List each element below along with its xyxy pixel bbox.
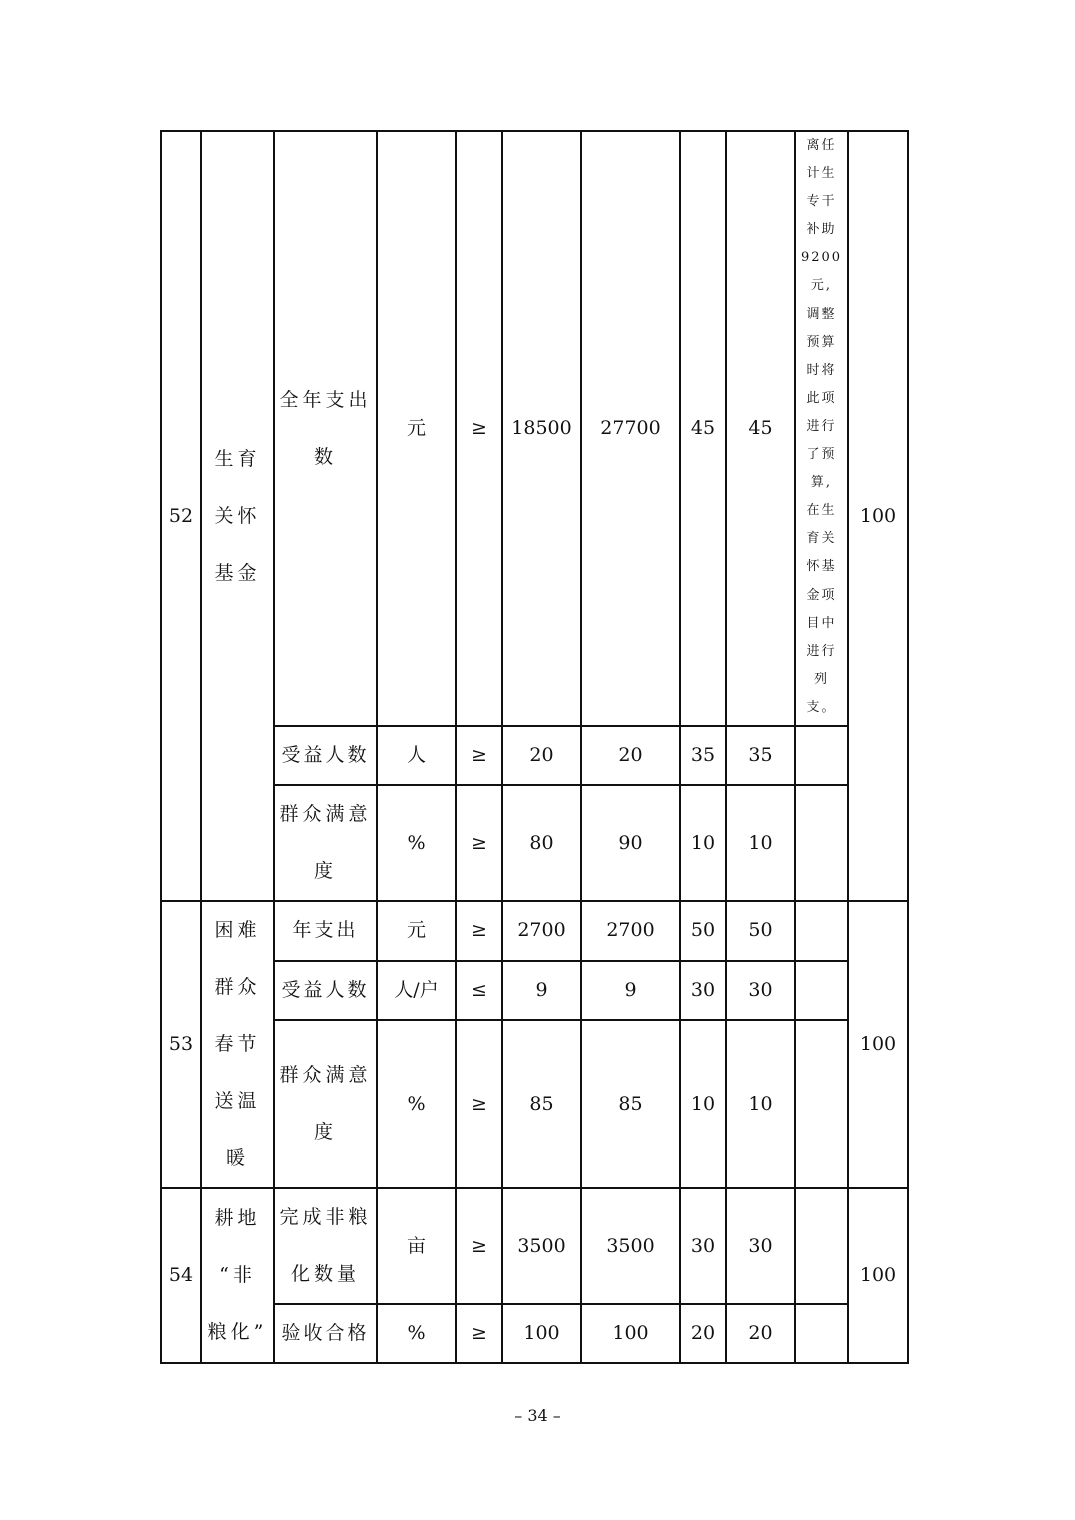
table-row — [161, 961, 908, 1021]
score-cell: 100 — [848, 1188, 908, 1363]
indicator-cell: 完成非粮 化数量 — [274, 1188, 377, 1304]
unit-cell: 元 — [377, 901, 456, 961]
unit-cell: 亩 — [377, 1188, 456, 1304]
operator-cell: ≥ — [456, 901, 502, 961]
indicator-cell: 验收合格 — [274, 1304, 377, 1363]
row-number: 54 — [161, 1188, 201, 1363]
note-cell — [795, 1020, 848, 1188]
unit-cell: % — [377, 1304, 456, 1363]
operator-cell: ≤ — [456, 961, 502, 1021]
table-row — [161, 785, 908, 901]
result-cell: 20 — [726, 1304, 795, 1363]
indicator-cell: 受益人数 — [274, 961, 377, 1021]
weight-cell: 50 — [680, 901, 726, 961]
project-name: 困难 群众 春节 送温 暖 — [201, 901, 274, 1188]
note-cell — [795, 961, 848, 1021]
unit-cell: 人/户 — [377, 961, 456, 1021]
operator-cell: ≥ — [456, 1304, 502, 1363]
note-cell — [795, 131, 848, 726]
result-cell: 30 — [726, 961, 795, 1021]
unit-cell: % — [377, 785, 456, 901]
note-cell — [795, 726, 848, 785]
note-cell — [795, 1188, 848, 1304]
indicator-cell: 全年支出 数 — [274, 131, 377, 726]
weight-cell: 20 — [680, 1304, 726, 1363]
note-text: 离任 计生 专干 补助 9200 元, 调整 预算 时将 此项 进行 了预 算, 在生 育关 怀基 金项 目中 进行 列 支。 — [800, 138, 843, 715]
indicator-cell: 受益人数 — [274, 726, 377, 785]
target-cell: 20 — [502, 726, 581, 785]
performance-table — [160, 130, 909, 1364]
table-row — [161, 1020, 908, 1188]
operator-cell: ≥ — [456, 726, 502, 785]
result-cell: 35 — [726, 726, 795, 785]
weight-cell: 35 — [680, 726, 726, 785]
actual-cell: 9 — [581, 961, 680, 1021]
weight-cell: 30 — [680, 961, 726, 1021]
indicator-cell: 群众满意 度 — [274, 785, 377, 901]
indicator-cell: 群众满意 度 — [274, 1020, 377, 1188]
score-cell: 100 — [848, 131, 908, 901]
unit-cell: 元 — [377, 131, 456, 726]
actual-cell: 100 — [581, 1304, 680, 1363]
note-cell — [795, 1304, 848, 1363]
score-cell: 100 — [848, 901, 908, 1188]
result-cell: 45 — [726, 131, 795, 726]
result-cell: 10 — [726, 785, 795, 901]
target-cell: 80 — [502, 785, 581, 901]
row-number: 52 — [161, 131, 201, 901]
page-number: – 34 – — [514, 1406, 561, 1425]
weight-cell: 10 — [680, 785, 726, 901]
actual-cell: 3500 — [581, 1188, 680, 1304]
actual-cell: 90 — [581, 785, 680, 901]
result-cell: 30 — [726, 1188, 795, 1304]
project-name: 耕地 “非 粮化” — [201, 1188, 274, 1363]
weight-cell: 10 — [680, 1020, 726, 1188]
table-row — [161, 1304, 908, 1363]
actual-cell: 85 — [581, 1020, 680, 1188]
unit-cell: % — [377, 1020, 456, 1188]
target-cell: 18500 — [502, 131, 581, 726]
target-cell: 2700 — [502, 901, 581, 961]
unit-cell: 人 — [377, 726, 456, 785]
target-cell: 9 — [502, 961, 581, 1021]
operator-cell: ≥ — [456, 785, 502, 901]
actual-cell: 27700 — [581, 131, 680, 726]
target-cell: 100 — [502, 1304, 581, 1363]
note-cell — [795, 901, 848, 961]
operator-cell: ≥ — [456, 131, 502, 726]
table-row — [161, 131, 908, 726]
actual-cell: 20 — [581, 726, 680, 785]
table-row — [161, 1188, 908, 1304]
indicator-cell: 年支出 — [274, 901, 377, 961]
weight-cell: 30 — [680, 1188, 726, 1304]
result-cell: 50 — [726, 901, 795, 961]
weight-cell: 45 — [680, 131, 726, 726]
result-cell: 10 — [726, 1020, 795, 1188]
target-cell: 3500 — [502, 1188, 581, 1304]
target-cell: 85 — [502, 1020, 581, 1188]
actual-cell: 2700 — [581, 901, 680, 961]
note-cell — [795, 785, 848, 901]
table-row — [161, 726, 908, 785]
project-name: 生育 关怀 基金 — [201, 131, 274, 901]
operator-cell: ≥ — [456, 1188, 502, 1304]
table-row — [161, 901, 908, 961]
operator-cell: ≥ — [456, 1020, 502, 1188]
row-number: 53 — [161, 901, 201, 1188]
